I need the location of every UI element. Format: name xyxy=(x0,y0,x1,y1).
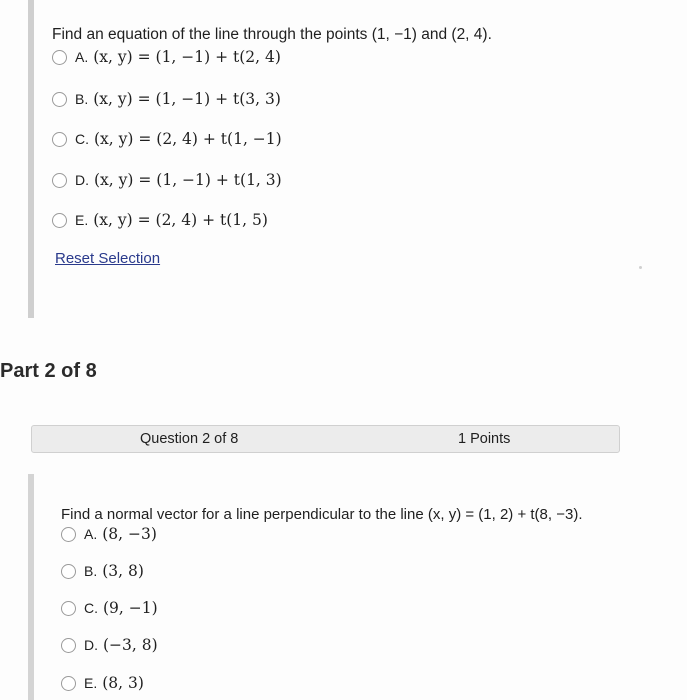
option-letter: D. xyxy=(75,172,89,188)
question-2-prompt: Find a normal vector for a line perpendicular to the line (x, y) = (1, 2) + t(8, −3). xyxy=(61,506,583,523)
radio-button-icon[interactable] xyxy=(52,173,67,188)
option-letter: C. xyxy=(84,600,98,616)
option-text: (x, y) = (2, 4) + t(1, 5) xyxy=(93,211,268,229)
option-letter: B. xyxy=(84,563,98,579)
option-text: (3, 8) xyxy=(102,562,144,580)
question-points: 1 Points xyxy=(458,431,511,447)
question-2-option-e[interactable] xyxy=(61,674,144,692)
radio-button-icon[interactable] xyxy=(52,92,67,107)
reset-selection-link[interactable]: Reset Selection xyxy=(55,250,161,267)
radio-button-icon[interactable] xyxy=(52,213,67,228)
question-header-bar xyxy=(31,425,620,453)
option-letter: A. xyxy=(75,49,89,65)
option-letter: C. xyxy=(75,131,89,147)
radio-button-icon[interactable] xyxy=(52,132,67,147)
option-text: (−3, 8) xyxy=(103,636,158,654)
question-2-option-d[interactable] xyxy=(61,636,158,654)
option-text: (x, y) = (1, −1) + t(1, 3) xyxy=(94,171,282,189)
question-2-option-b[interactable] xyxy=(61,562,144,580)
question-1-option-a[interactable] xyxy=(52,48,281,66)
option-letter: E. xyxy=(75,212,89,228)
question-number: Question 2 of 8 xyxy=(140,431,239,447)
option-letter: B. xyxy=(75,91,89,107)
radio-button-icon[interactable] xyxy=(61,638,76,653)
question-1-prompt: Find an equation of the line through the points (1, −1) and (2, 4). xyxy=(52,26,492,43)
radio-button-icon[interactable] xyxy=(61,676,76,691)
option-letter: D. xyxy=(84,637,98,653)
question-2-option-c[interactable] xyxy=(61,599,158,617)
part-title: Part 2 of 8 xyxy=(0,360,97,382)
radio-button-icon[interactable] xyxy=(61,601,76,616)
decorative-dot xyxy=(639,266,642,269)
radio-button-icon[interactable] xyxy=(61,527,76,542)
option-text: (8, −3) xyxy=(102,525,157,543)
option-letter: E. xyxy=(84,675,98,691)
option-text: (9, −1) xyxy=(103,599,158,617)
question-1-option-c[interactable] xyxy=(52,130,282,148)
question-1-option-e[interactable] xyxy=(52,211,268,229)
option-text: (x, y) = (1, −1) + t(3, 3) xyxy=(93,90,281,108)
option-text: (8, 3) xyxy=(102,674,144,692)
question-1-option-b[interactable] xyxy=(52,90,281,108)
option-text: (x, y) = (1, −1) + t(2, 4) xyxy=(93,48,281,66)
radio-button-icon[interactable] xyxy=(52,50,67,65)
question-1-option-d[interactable] xyxy=(52,171,282,189)
option-text: (x, y) = (2, 4) + t(1, −1) xyxy=(94,130,282,148)
radio-button-icon[interactable] xyxy=(61,564,76,579)
question-2-option-a[interactable] xyxy=(61,525,157,543)
option-letter: A. xyxy=(84,526,98,542)
